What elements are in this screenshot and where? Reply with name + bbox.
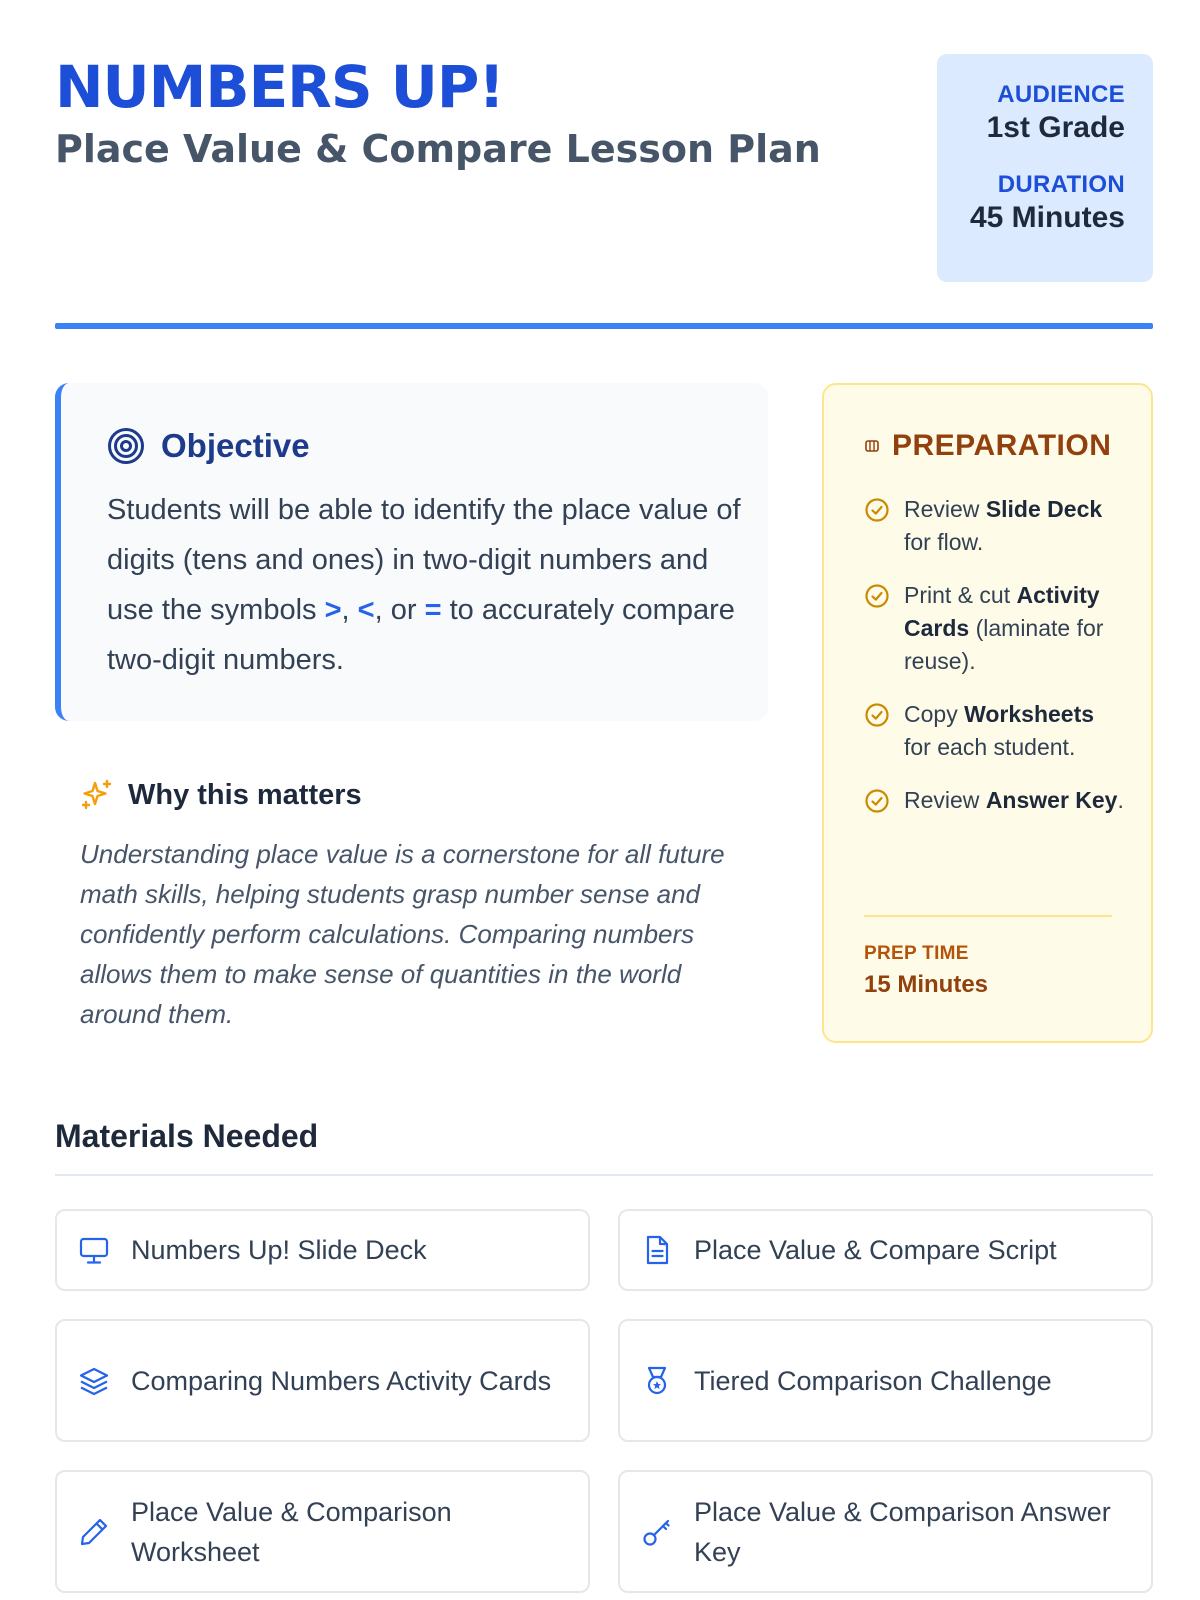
material-label: Comparing Numbers Activity Cards [131, 1365, 552, 1396]
material-card-script[interactable] [618, 1209, 1153, 1291]
material-label: Place Value & Compare Script [694, 1235, 1057, 1265]
material-card-answer-key[interactable] [618, 1470, 1153, 1593]
prep-time-value: 15 Minutes [864, 971, 989, 998]
objective-title: Objective [161, 427, 310, 464]
prep-text-part: for each student. [904, 734, 1076, 760]
prep-item [864, 698, 1124, 764]
objective-text [107, 485, 747, 685]
prep-item-text [904, 493, 1124, 559]
material-label: Place Value & Comparison Answer Key [694, 1496, 1111, 1567]
objective-text-end: to accurately compare two-digit numbers. [107, 594, 735, 676]
preparation-title: PREPARATION [892, 429, 1112, 462]
prep-text-part: (laminate for reuse). [904, 615, 1104, 674]
audience-label: AUDIENCE [997, 81, 1125, 108]
audience-value: 1st Grade [986, 111, 1125, 144]
monitor-icon [77, 1233, 111, 1267]
prep-item-text [904, 784, 1124, 817]
prep-text-bold: Worksheets [964, 701, 1095, 727]
less-than-symbol: < [357, 594, 375, 626]
prep-text-part: Copy [904, 701, 965, 727]
page-subtitle: Place Value & Compare Lesson Plan [55, 127, 821, 171]
prep-text-bold: Answer Key [985, 787, 1118, 813]
material-card-slide-deck[interactable] [55, 1209, 590, 1291]
sparkles-icon [80, 778, 114, 812]
duration-value: 45 Minutes [969, 201, 1125, 234]
preparation-heading [864, 429, 1111, 463]
prep-item [864, 579, 1124, 678]
prep-item [864, 493, 1124, 559]
why-text: Understanding place value is a cornerstone for all future math skills, helping students grasp number sense and confidently perform calculations. Comparing numbers allows them to make sense of quantities in the world around them. [80, 839, 725, 1029]
material-card-worksheet[interactable] [55, 1470, 590, 1593]
header-divider [55, 323, 1153, 329]
lesson-header [55, 54, 1153, 284]
medal-icon [640, 1364, 674, 1398]
prep-text-part: . [1117, 787, 1124, 813]
prep-item-text [904, 579, 1124, 678]
objective-heading [107, 427, 310, 465]
key-icon [640, 1515, 674, 1549]
duration-label: DURATION [997, 171, 1125, 198]
equals-symbol: = [424, 594, 442, 626]
why-heading [80, 778, 362, 812]
material-label: Tiered Comparison Challenge [694, 1365, 1052, 1396]
lesson-meta-box [937, 54, 1153, 282]
preparation-list [864, 493, 1124, 837]
prep-text-part: Print & cut [904, 582, 1017, 608]
prep-text-bold: Activity Cards [904, 582, 1100, 641]
layers-icon [77, 1364, 111, 1398]
hourglass-icon [864, 438, 880, 454]
preparation-card [822, 383, 1153, 1043]
target-icon [107, 427, 145, 465]
material-card-challenge[interactable] [618, 1319, 1153, 1442]
material-label: Place Value & Comparison Worksheet [131, 1496, 452, 1567]
prep-item [864, 784, 1124, 817]
prep-item-text [904, 698, 1124, 764]
prep-divider [864, 915, 1112, 917]
prep-text-part: for flow. [904, 529, 984, 555]
objective-separator: , [341, 594, 358, 626]
objective-text-start: Students will be able to identify the place value of digits (tens and ones) in two-digit numbers and use the symbols [107, 494, 741, 626]
check-circle-icon [864, 497, 890, 523]
prep-text-bold: Slide Deck [985, 496, 1103, 522]
document-icon [640, 1233, 674, 1267]
greater-than-symbol: > [324, 594, 342, 626]
pencil-icon [77, 1515, 111, 1549]
why-title: Why this matters [128, 778, 362, 811]
material-card-activity-cards[interactable] [55, 1319, 590, 1442]
check-circle-icon [864, 788, 890, 814]
materials-title: Materials Needed [55, 1118, 319, 1154]
prep-text-part: Review [904, 787, 986, 813]
prep-time-label: PREP TIME [864, 943, 969, 964]
materials-divider [55, 1174, 1153, 1176]
check-circle-icon [864, 702, 890, 728]
prep-text-part: Review [904, 496, 986, 522]
check-circle-icon [864, 583, 890, 609]
objective-separator: , or [374, 594, 425, 626]
page-title: NUMBERS UP! [55, 53, 504, 121]
objective-card [55, 383, 768, 721]
material-label: Numbers Up! Slide Deck [131, 1235, 427, 1265]
